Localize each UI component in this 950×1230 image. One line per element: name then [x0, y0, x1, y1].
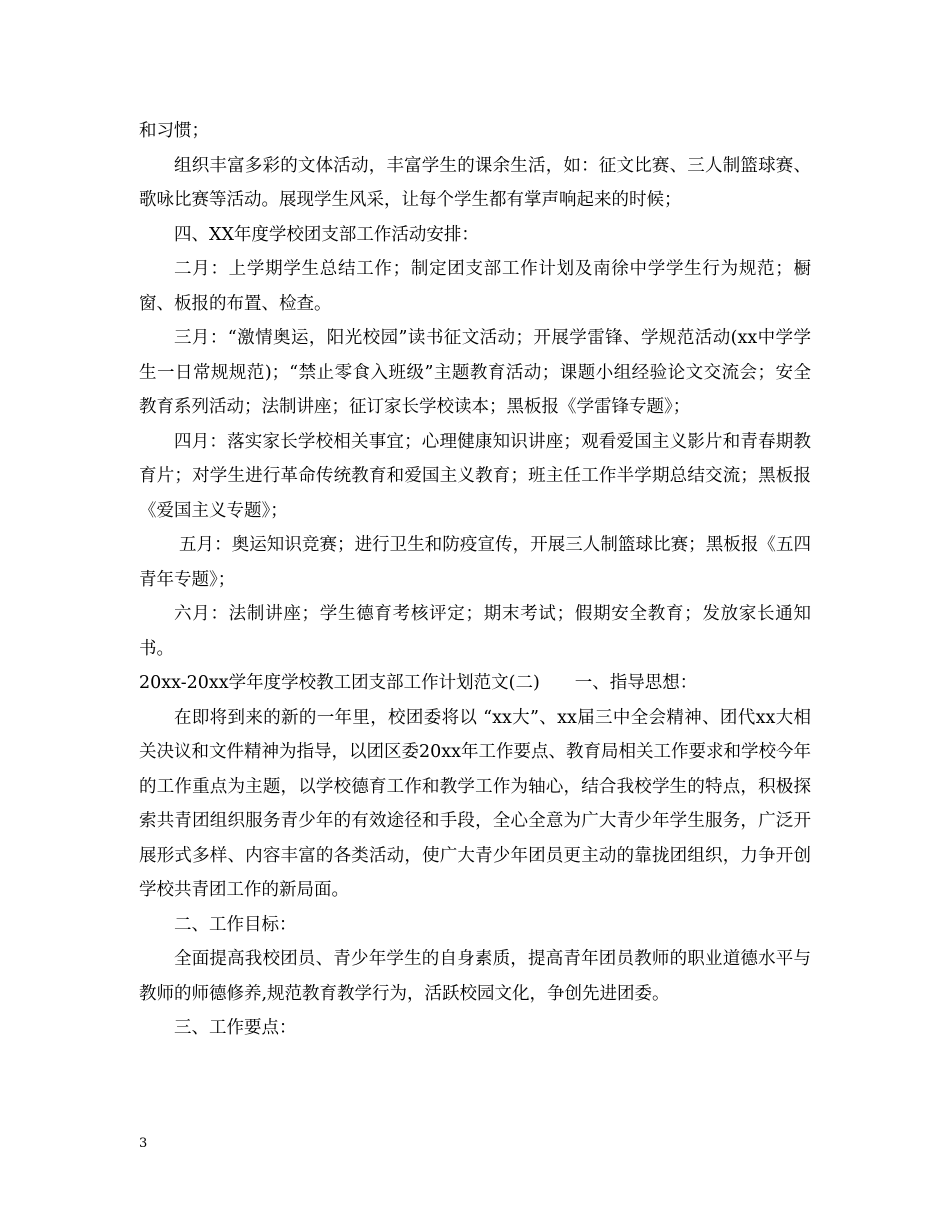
paragraph-activities: 组织丰富多彩的文体活动，丰富学生的课余生活，如：征文比赛、三人制篮球赛、歌咏比赛等活动。展现学生风采，让每个学生都有掌声响起来的时候； — [139, 155, 811, 210]
section-heading-goals: 二、工作目标： — [174, 914, 297, 935]
section-heading-key-points: 三、工作要点： — [174, 1018, 297, 1038]
document-title-line: 20xx-20xx学年度学校教工团支部工作计划范文(二) 一、指导思想： — [139, 673, 698, 693]
paragraph-continuation: 和习惯； — [139, 121, 209, 141]
page-number: 3 — [139, 1136, 148, 1151]
section-heading-schedule: 四、XX年度学校团支部工作活动安排： — [174, 224, 479, 245]
paragraph-goals: 全面提高我校团员、青少年学生的自身素质，提高青年团员教师的职业道德水平与教师的师德修养,规范教育教学行为，活跃校园文化，争创先进团委。 — [139, 949, 811, 1004]
paragraph-guiding-thought: 在即将到来的新的一年里，校团委将以 “xx大”、xx届三中全会精神、团代xx大相关决议和文件精神为指导，以团区委20xx年工作要点、教育局相关工作要求和学校今年的工作重点为主题，以学校德育工作和教学工作为轴心，结合我校学生的特点，积极探索共青团组织服务青少年的有效途径和手段，全心全意为广大青少年学生服务，广泛开展形式多样、内容丰富的各类活动，使广大青少年团员更主动的靠拢团组织，力争开创学校共青团工作的新局面。 — [139, 707, 812, 900]
paragraph-february: 二月：上学期学生总结工作；制定团支部工作计划及南徐中学学生行为规范；橱窗、板报的布置、检查。 — [139, 259, 811, 314]
document-body — [139, 114, 811, 1046]
paragraph-april: 四月：落实家长学校相关事宜；心理健康知识讲座；观看爱国主义影片和青春期教育片；对学生进行革命传统教育和爱国主义教育；班主任工作半学期总结交流；黑板报《爱国主义专题》； — [139, 431, 811, 521]
paragraph-june: 六月：法制讲座；学生德育考核评定；期末考试；假期安全教育；发放家长通知书。 — [139, 604, 811, 659]
paragraph-may: 五月：奥运知识竞赛；进行卫生和防疫宣传，开展三人制篮球比赛；黑板报《五四青年专题》； — [139, 535, 811, 590]
paragraph-march: 三月：“激情奥运，阳光校园”读书征文活动；开展学雷锋、学规范活动(xx中学学生一日常规规范)；“禁止零食入班级”主题教育活动；课题小组经验论文交流会；安全教育系列活动；法制讲座；征订家长学校读本；黑板报《学雷锋专题》； — [139, 328, 811, 417]
